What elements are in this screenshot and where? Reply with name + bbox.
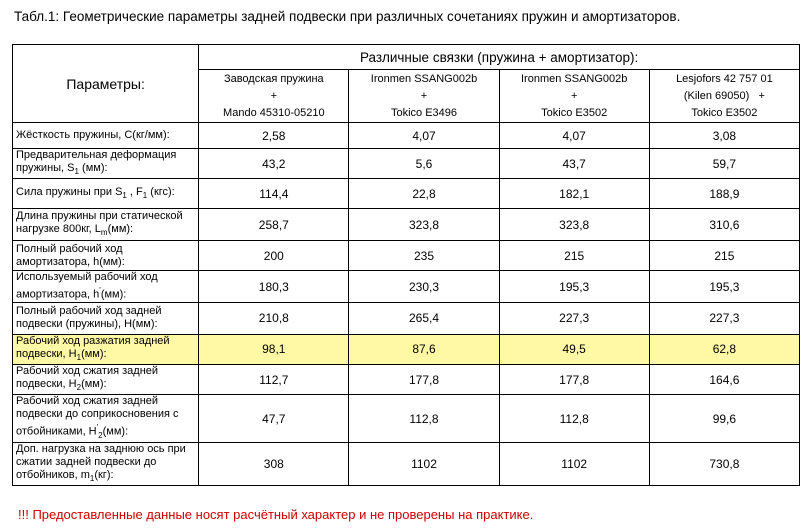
value-cell: 227,3 [649, 302, 799, 334]
table-row [13, 123, 800, 149]
value-cell: 49,5 [499, 334, 649, 364]
label-text: (мм): [81, 347, 107, 360]
value-cell: 99,6 [649, 395, 799, 443]
value-cell: 210,8 [199, 302, 349, 334]
table-row [13, 443, 800, 486]
label-text: Доп. нагрузка на заднюю ось при сжатии задней подвески до отбойников, m [16, 443, 186, 482]
params-header: Параметры: [13, 45, 199, 123]
value-cell: 112,8 [499, 395, 649, 443]
plus-sign: + [758, 89, 765, 102]
value-cell: 180,3 [199, 271, 349, 303]
value-cell: 59,7 [649, 149, 799, 179]
plus-sign: + [270, 89, 278, 102]
value-cell: 1102 [499, 443, 649, 486]
label-text: (кгс): [147, 185, 175, 198]
table-body [13, 123, 800, 486]
label-text: Жёсткость пружины, С(кг/мм): [16, 129, 170, 141]
value-cell: 47,7 [199, 395, 349, 443]
label-index: 1 [142, 190, 148, 200]
value-cell: 98,1 [199, 334, 349, 364]
row-label [13, 271, 199, 303]
label-index: ' [99, 286, 101, 296]
table-row [13, 302, 800, 334]
value-cell: 265,4 [349, 302, 499, 334]
column-shock: Tokico E3502 [691, 106, 758, 119]
plus-sign: + [570, 89, 578, 102]
label-index: 1 [122, 190, 127, 200]
label-index: 2 [98, 431, 103, 441]
row-label [13, 302, 199, 334]
value-cell: 195,3 [649, 271, 799, 303]
table-caption: Табл.1: Геометрические параметры задней подвески при различных сочетаниях пружин и амортизаторов. [14, 9, 681, 24]
label-text: (мм): [81, 378, 107, 391]
value-cell: 112,7 [199, 365, 349, 395]
label-index: ' [96, 423, 99, 433]
group-header: Различные связки (пружина + амортизатор): [199, 45, 800, 70]
value-cell: 177,8 [499, 365, 649, 395]
value-cell: 177,8 [349, 365, 499, 395]
value-cell: 215 [499, 241, 649, 271]
table-row [13, 209, 800, 241]
label-text: Полный рабочий ход задней подвески (пружины), H(мм): [16, 305, 162, 331]
value-cell: 227,3 [499, 302, 649, 334]
label-index: 2 [76, 383, 82, 393]
label-text: , F [126, 185, 143, 198]
row-label [13, 365, 199, 395]
label-text: (мм): [100, 288, 127, 301]
label-text: Рабочий ход сжатия задней подвески, H [16, 365, 159, 391]
column-spring: Lesjofors 42 757 01 [676, 72, 773, 85]
row-label [13, 179, 199, 209]
value-cell: 43,2 [199, 149, 349, 179]
column-spring: Ironmen SSANG002b [520, 72, 628, 85]
value-cell: 188,9 [649, 179, 799, 209]
label-index: m [100, 228, 108, 238]
label-index: 1 [74, 167, 79, 177]
label-text: Используемый рабочий ход амортизатора, h [16, 271, 158, 301]
value-cell: 3,08 [649, 123, 799, 149]
column-shock: Mando 45310-05210 [223, 106, 325, 119]
column-header [499, 70, 649, 123]
value-cell: 730,8 [649, 443, 799, 486]
label-text: (мм): [78, 162, 108, 174]
value-cell: 195,3 [499, 271, 649, 303]
value-cell: 22,8 [349, 179, 499, 209]
value-cell: 235 [349, 241, 499, 271]
column-shock: Tokico E3502 [541, 106, 608, 119]
table-row [13, 149, 800, 179]
row-label [13, 209, 199, 241]
table-row [13, 241, 800, 271]
label-text: Рабочий ход сжатия задней подвески до соприкосновения с отбойниками, H [16, 395, 179, 438]
label-index: 1 [76, 353, 82, 363]
row-label [13, 334, 199, 364]
column-shock: Tokico E3496 [390, 106, 458, 119]
column-spring: Заводская пружина [223, 72, 324, 85]
table-row [13, 334, 800, 364]
label-text: Рабочий ход разжатия задней подвески, H [16, 334, 170, 360]
label-index: 1 [89, 474, 95, 484]
label-text: Сила пружины при S [16, 185, 123, 198]
row-label [13, 123, 199, 149]
column-header [349, 70, 499, 123]
label-text: Полный рабочий ход амортизатора, h(мм): [16, 242, 125, 268]
value-cell: 5,6 [349, 149, 499, 179]
row-label [13, 443, 199, 486]
label-text: (кг): [94, 469, 114, 482]
value-cell: 323,8 [499, 209, 649, 241]
value-cell: 112,8 [349, 395, 499, 443]
value-cell: 114,4 [199, 179, 349, 209]
column-spring: Ironmen SSANG002b [370, 72, 478, 85]
value-cell: 230,3 [349, 271, 499, 303]
value-cell: 62,8 [649, 334, 799, 364]
plus-sign: + [420, 89, 428, 102]
value-cell: 182,1 [499, 179, 649, 209]
table-row [13, 395, 800, 443]
value-cell: 1102 [349, 443, 499, 486]
table-row [13, 365, 800, 395]
value-cell: 200 [199, 241, 349, 271]
label-text: (мм): [107, 223, 134, 236]
value-cell: 4,07 [499, 123, 649, 149]
value-cell: 43,7 [499, 149, 649, 179]
column-header [649, 70, 799, 123]
row-label [13, 241, 199, 271]
table-row [13, 271, 800, 303]
column-spring-alt: (Kilen 69050) [683, 89, 750, 102]
table-row [13, 179, 800, 209]
row-label [13, 149, 199, 179]
value-cell: 164,6 [649, 365, 799, 395]
value-cell: 2,58 [199, 123, 349, 149]
column-header [199, 70, 349, 123]
value-cell: 215 [649, 241, 799, 271]
value-cell: 258,7 [199, 209, 349, 241]
disclaimer-note: !!! Предоставленные данные носят расчётный характер и не проверены на практике. [18, 507, 534, 522]
value-cell: 310,6 [649, 209, 799, 241]
label-text: Предварительная деформация пружины, S [16, 149, 177, 174]
label-text: (мм): [102, 425, 129, 438]
value-cell: 308 [199, 443, 349, 486]
value-cell: 4,07 [349, 123, 499, 149]
value-cell: 323,8 [349, 209, 499, 241]
label-text: Длина пружины при статической нагрузке 800кг, L [16, 210, 183, 236]
value-cell: 87,6 [349, 334, 499, 364]
row-label [13, 395, 199, 443]
parameters-table [12, 44, 800, 486]
